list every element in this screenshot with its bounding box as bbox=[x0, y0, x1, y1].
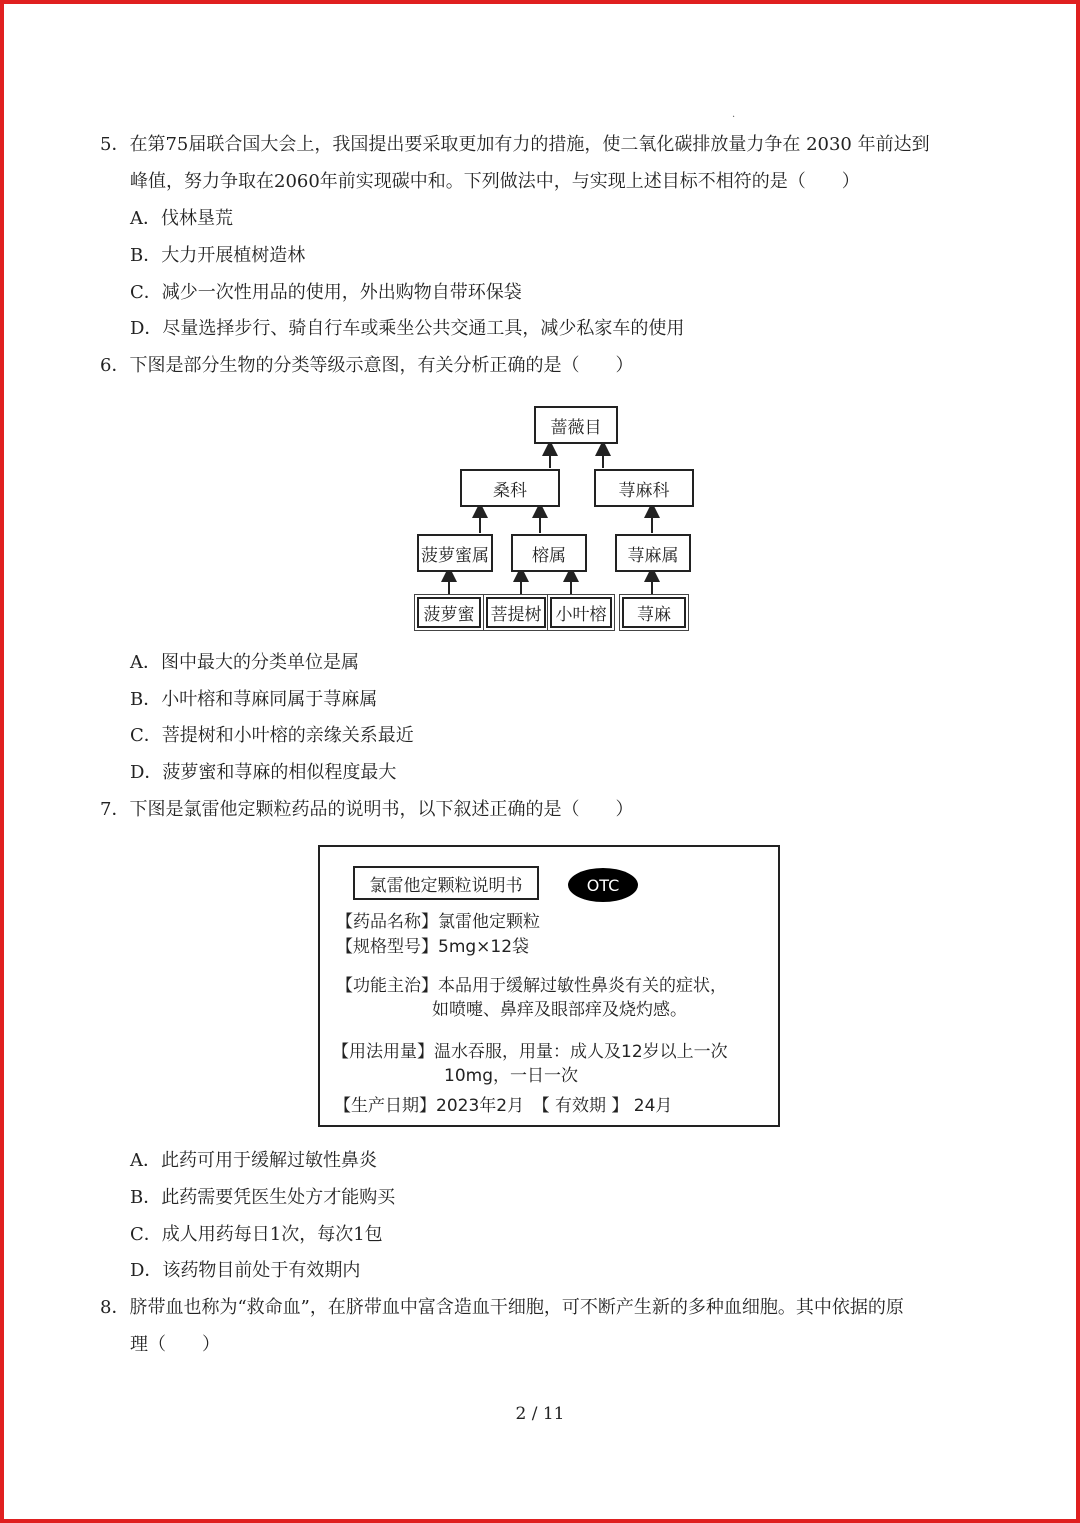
q6-option-c: C．菩提树和小叶榕的亲缘关系最近 bbox=[130, 725, 414, 746]
species-nettle-box: 荨麻 bbox=[622, 597, 686, 628]
page-number: 2 / 11 bbox=[515, 1404, 565, 1424]
species-smallleaf-fig-box: 小叶榕 bbox=[550, 597, 612, 628]
stray-dot: · bbox=[732, 112, 736, 123]
leaflet-spec: 【规格型号】5mg×12袋 bbox=[336, 937, 530, 957]
q7-option-c: C．成人用药每日1次，每次1包 bbox=[130, 1224, 383, 1245]
genus-artocarpus-box: 菠萝蜜属 bbox=[417, 534, 493, 572]
q8-stem-line1: 8．脐带血也称为“救命血”，在脐带血中富含造血干细胞，可不断产生新的多种血细胞。其中依据的原 bbox=[100, 1297, 904, 1318]
q6-option-b: B．小叶榕和荨麻同属于荨麻属 bbox=[130, 689, 378, 710]
q6-stem: 6．下图是部分生物的分类等级示意图，有关分析正确的是（ ） bbox=[100, 355, 634, 376]
q6-option-d: D．菠萝蜜和荨麻的相似程度最大 bbox=[130, 762, 397, 783]
q5-option-c: C．减少一次性用品的使用，外出购物自带环保袋 bbox=[130, 282, 522, 303]
q5-option-d: D．尽量选择步行、骑自行车或乘坐公共交通工具，减少私家车的使用 bbox=[130, 318, 685, 339]
q5-stem-line2: 峰值，努力争取在2060年前实现碳中和。下列做法中，与实现上述目标不相符的是（ ） bbox=[130, 171, 860, 192]
q6-option-a: A．图中最大的分类单位是属 bbox=[130, 652, 359, 673]
leaflet-title: 氯雷他定颗粒说明书 bbox=[353, 866, 539, 900]
order-box: 蔷薇目 bbox=[534, 406, 618, 444]
leaflet-drug-name: 【药品名称】氯雷他定颗粒 bbox=[336, 912, 540, 932]
genus-urtica-box: 荨麻属 bbox=[615, 534, 691, 572]
leaflet-indication-2: 如喷嚏、鼻痒及眼部痒及烧灼感。 bbox=[432, 1000, 687, 1020]
q7-option-d: D．该药物目前处于有效期内 bbox=[130, 1260, 361, 1281]
q8-stem-line2: 理（ ） bbox=[130, 1334, 220, 1355]
leaflet-usage-2: 10mg，一日一次 bbox=[444, 1066, 578, 1086]
medicine-leaflet bbox=[318, 845, 780, 1127]
q5-option-a: A．伐林垦荒 bbox=[130, 208, 233, 229]
leaflet-date: 【生产日期】2023年2月 【 有效期 】 24月 bbox=[334, 1096, 673, 1116]
species-bodhi-box: 菩提树 bbox=[486, 597, 546, 628]
q5-stem-line1: 5．在第75届联合国大会上，我国提出要采取更加有力的措施，使二氧化碳排放量力争在 2030 年前达到 bbox=[100, 134, 930, 155]
q7-option-b: B．此药需要凭医生处方才能购买 bbox=[130, 1187, 396, 1208]
family-moraceae-box: 桑科 bbox=[460, 469, 560, 507]
q7-stem: 7．下图是氯雷他定颗粒药品的说明书，以下叙述正确的是（ ） bbox=[100, 799, 634, 820]
leaflet-indication-1: 【功能主治】本品用于缓解过敏性鼻炎有关的症状， bbox=[336, 976, 727, 996]
leaflet-usage-1: 【用法用量】温水吞服，用量：成人及12岁以上一次 bbox=[332, 1042, 728, 1062]
species-jackfruit-box: 菠萝蜜 bbox=[417, 597, 481, 628]
genus-ficus-box: 榕属 bbox=[511, 534, 587, 572]
q5-option-b: B．大力开展植树造林 bbox=[130, 245, 306, 266]
q7-option-a: A．此药可用于缓解过敏性鼻炎 bbox=[130, 1150, 377, 1171]
family-urticaceae-box: 荨麻科 bbox=[594, 469, 694, 507]
otc-badge: OTC bbox=[568, 868, 638, 902]
